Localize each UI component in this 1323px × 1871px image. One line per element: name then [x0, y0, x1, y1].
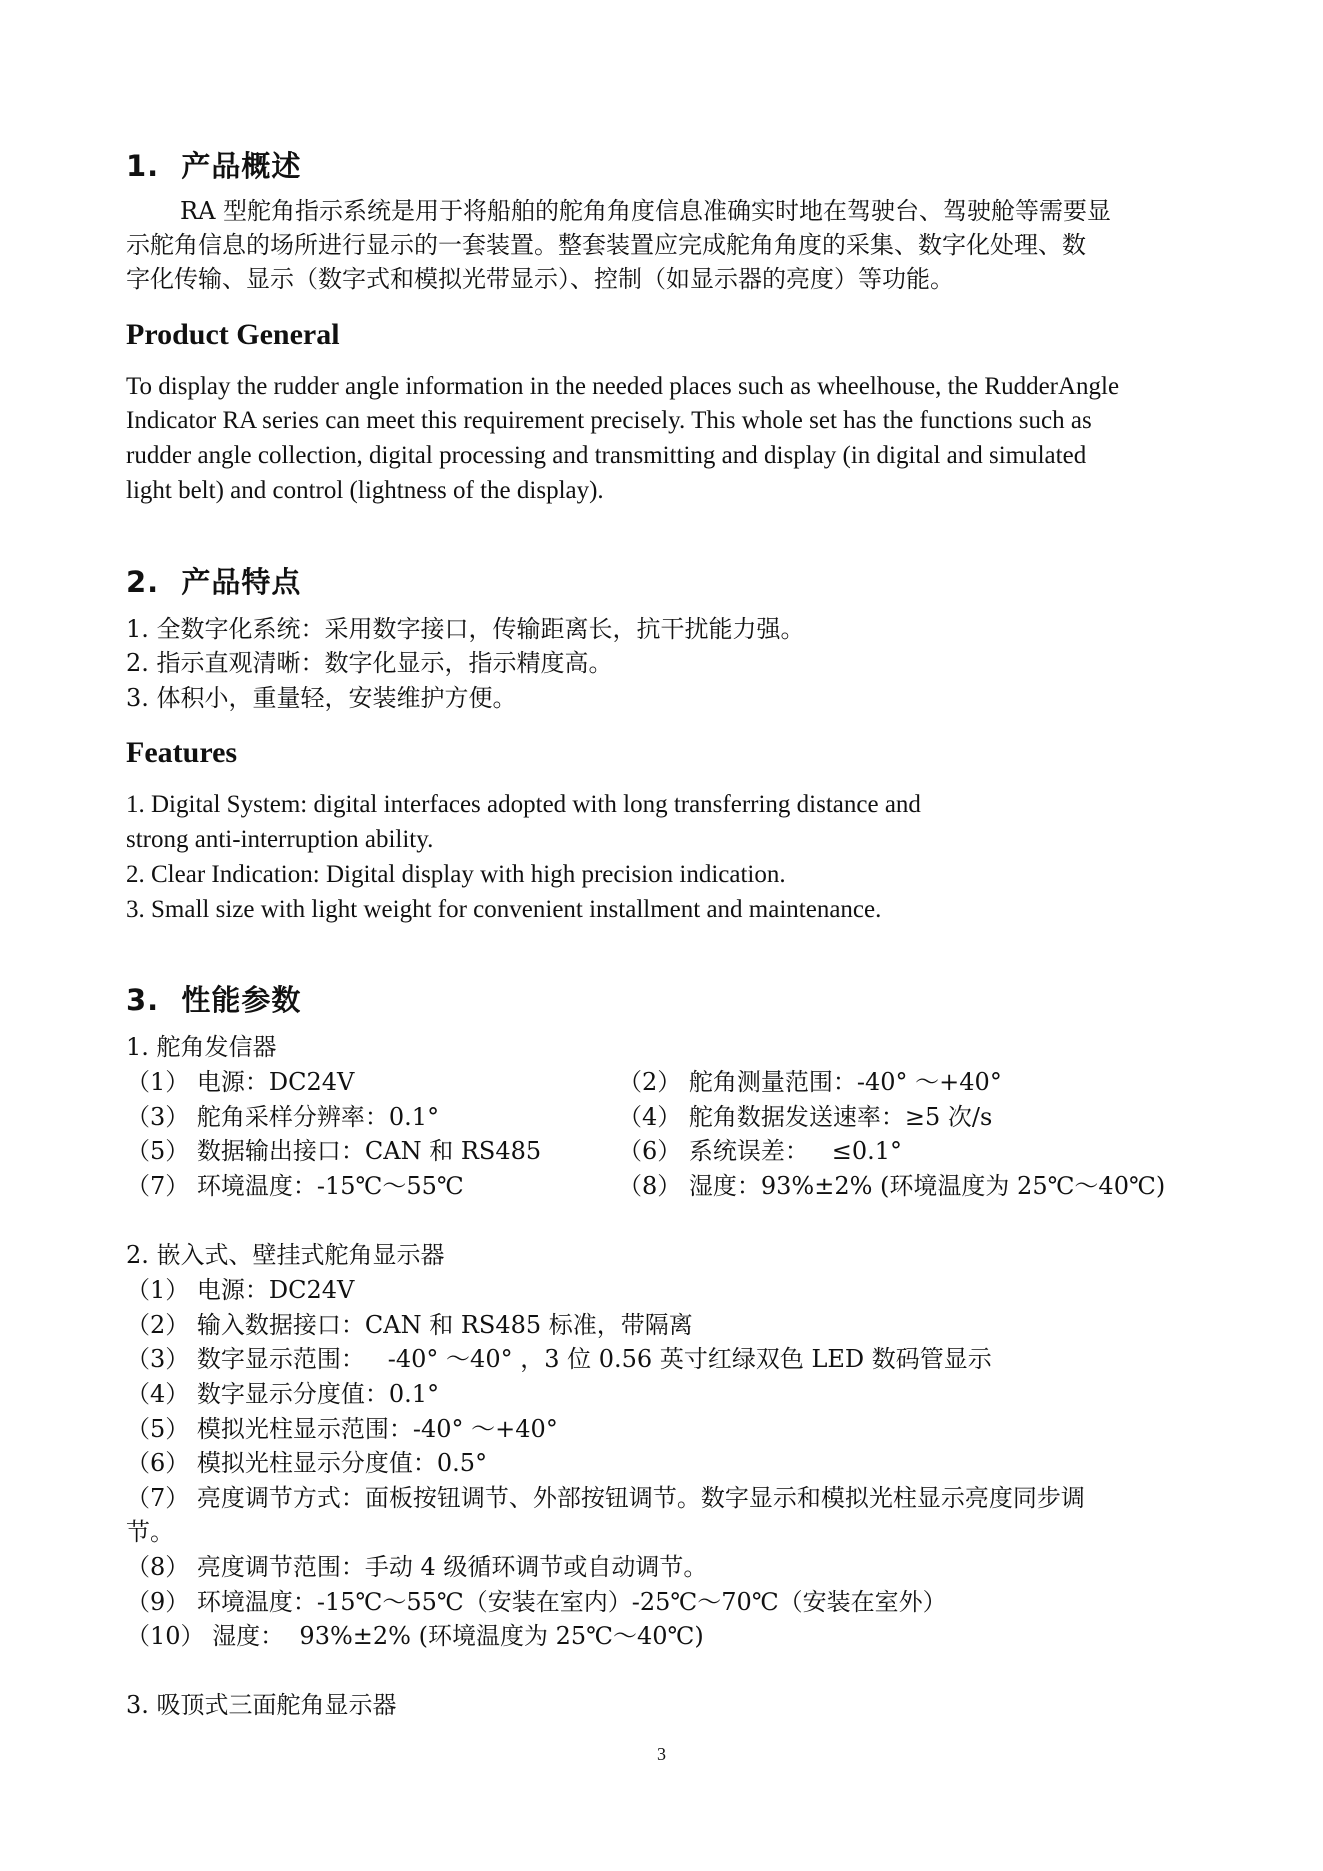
spec-item: （3） 舵角采样分辨率：0.1° [126, 1103, 440, 1131]
page-number: 3 [657, 1744, 666, 1764]
spec-item: （2） 输入数据接口：CAN 和 RS485 标准，带隔离 [126, 1311, 693, 1339]
features-heading: Features [126, 736, 238, 769]
feature-en-line: 1. Digital System: digital interfaces adopted with long transferring distance and [126, 791, 921, 818]
product-general-line: rudder angle collection, digital processing and transmitting and display (in digital and simulated [126, 442, 1087, 469]
section-1-zh-line: 示舵角信息的场所进行显示的一套装置。整套装置应完成舵角角度的采集、数字化处理、数 [126, 231, 1086, 259]
spec-item: （7） 环境温度：-15℃～55℃ [126, 1172, 464, 1200]
spec-item: （9） 环境温度：-15℃～55℃（安装在室内）-25℃～70℃（安装在室外） [126, 1588, 947, 1616]
subsection-title: 1. 舵角发信器 [126, 1033, 277, 1061]
feature-en-line: 2. Clear Indication: Digital display with high precision indication. [126, 861, 786, 888]
feature-en-line: 3. Small size with light weight for convenient installment and maintenance. [126, 896, 882, 923]
spec-item: （5） 数据输出接口：CAN 和 RS485 [126, 1137, 542, 1165]
section-3-heading: 3. 性能参数 [126, 983, 302, 1017]
subsection-title: 2. 嵌入式、壁挂式舵角显示器 [126, 1241, 445, 1269]
feature-zh-item: 1. 全数字化系统：采用数字接口，传输距离长，抗干扰能力强。 [126, 615, 805, 643]
section-1-zh-line: 字化传输、显示（数字式和模拟光带显示）、控制（如显示器的亮度）等功能。 [126, 265, 954, 293]
product-general-line: Indicator RA series can meet this requirement precisely. This whole set has the functions such as [126, 407, 1092, 434]
spec-item: （8） 亮度调节范围：手动 4 级循环调节或自动调节。 [126, 1553, 708, 1581]
spec-item: （3） 数字显示范围： -40° ～40° ，3 位 0.56 英寸红绿双色 LED 数码管显示 [126, 1345, 992, 1373]
spec-item: （1） 电源：DC24V [126, 1068, 355, 1096]
feature-en-line: strong anti-interruption ability. [126, 826, 434, 853]
spec-item: （8） 湿度：93%±2% (环境温度为 25℃～40℃) [618, 1172, 1166, 1200]
section-1-zh-line: RA 型舵角指示系统是用于将船舶的舵角角度信息准确实时地在驾驶台、驾驶舱等需要显 [180, 197, 1112, 225]
spec-item: （5） 模拟光柱显示范围：-40° ～+40° [126, 1415, 558, 1443]
product-general-line: light belt) and control (lightness of the display). [126, 477, 604, 504]
section-1-heading: 1. 产品概述 [126, 149, 302, 183]
product-general-line: To display the rudder angle information in the needed places such as wheelhouse, the RudderAngle [126, 373, 1120, 400]
section-2-heading: 2. 产品特点 [126, 565, 302, 599]
spec-item: （4） 数字显示分度值：0.1° [126, 1380, 440, 1408]
spec-item: 节。 [126, 1518, 174, 1546]
feature-zh-item: 2. 指示直观清晰：数字化显示，指示精度高。 [126, 649, 613, 677]
spec-item: （6） 模拟光柱显示分度值：0.5° [126, 1449, 488, 1477]
product-general-heading: Product General [126, 318, 340, 351]
spec-item: （4） 舵角数据发送速率：≥5 次/s [618, 1103, 993, 1131]
spec-item: （10） 湿度： 93%±2% (环境温度为 25℃～40℃) [126, 1622, 704, 1650]
spec-item: （2） 舵角测量范围：-40° ～+40° [618, 1068, 1002, 1096]
spec-item: （1） 电源：DC24V [126, 1276, 355, 1304]
spec-item: （6） 系统误差： ≤0.1° [618, 1137, 903, 1165]
feature-zh-item: 3. 体积小，重量轻，安装维护方便。 [126, 684, 517, 712]
subsection-title: 3. 吸顶式三面舵角显示器 [126, 1691, 397, 1719]
spec-item: （7） 亮度调节方式：面板按钮调节、外部按钮调节。数字显示和模拟光柱显示亮度同步调 [126, 1484, 1085, 1512]
